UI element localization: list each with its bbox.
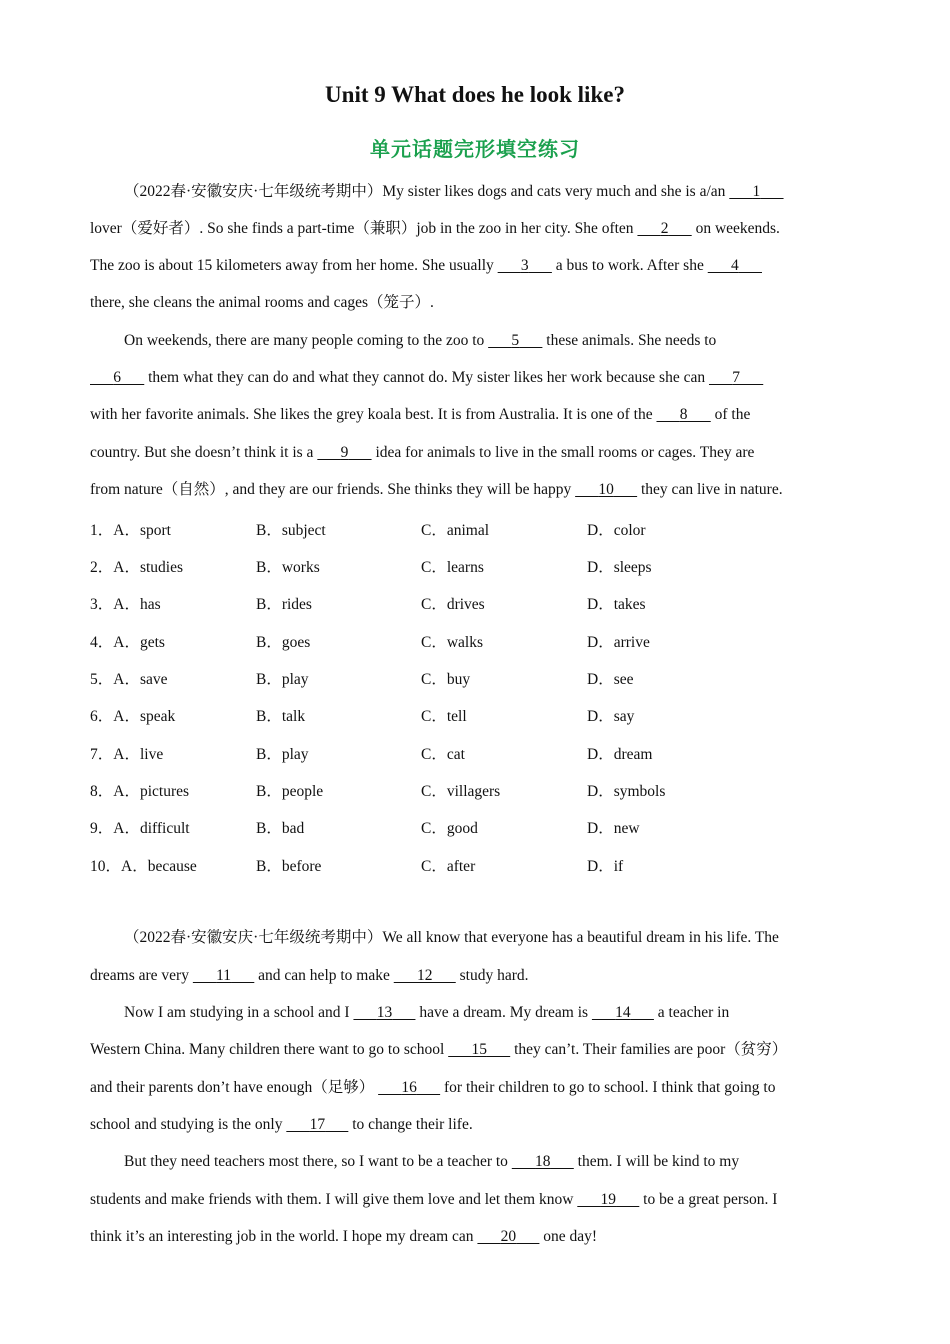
option-b: B．works	[256, 559, 320, 576]
option-c: C．villagers	[421, 783, 501, 800]
passage2-line: students and make friends with them. I will give them love and let them know 19 to be a great person. I	[90, 1191, 778, 1208]
passage1-line: there, she cleans the animal rooms and cages（笼子）.	[90, 294, 434, 311]
option-b: B．subject	[256, 522, 326, 539]
option-c: C．animal	[421, 522, 490, 539]
option-a: 9．A．difficult	[90, 820, 190, 837]
blank-2: 2	[660, 220, 669, 237]
passage2-line: think it’s an interesting job in the world. I hope my dream can 20 one day!	[90, 1228, 598, 1245]
option-d: D．new	[587, 820, 640, 837]
option-a: 1．A．sport	[90, 522, 171, 539]
option-d: D．see	[587, 671, 634, 688]
option-b: B．play	[256, 671, 309, 688]
blank-18: 18	[535, 1153, 551, 1170]
option-d: D．say	[587, 708, 635, 725]
passage2-line: But they need teachers most there, so I want to be a teacher to 18 them. I will be kind to my	[124, 1153, 740, 1170]
blank-15: 15	[471, 1041, 487, 1058]
passage1-line: The zoo is about 15 kilometers away from her home. She usually 3 a bus to work. After she 4	[90, 256, 762, 276]
passage2-line: Western China. Many children there want to go to school 15 they can’t. Their families are poor（贫穷）	[90, 1041, 788, 1058]
option-a: 7．A．live	[90, 746, 164, 763]
option-c: C．buy	[421, 671, 471, 688]
option-c: C．good	[421, 820, 478, 837]
blank-9: 9	[340, 444, 349, 461]
passage2-line: Now I am studying in a school and I 13 have a dream. My dream is 14 a teacher in	[124, 1004, 730, 1021]
option-b: B．bad	[256, 820, 305, 837]
passage1-line: 6 them what they can do and what they cannot do. My sister likes her work because she can 7	[90, 368, 763, 388]
option-c: C．walks	[421, 634, 484, 651]
passage1-line: from nature（自然）, and they are our friends. She thinks they will be happy 10 they can live in nature.	[90, 481, 783, 498]
option-d: D．color	[587, 522, 646, 539]
option-a: 2．A．studies	[90, 559, 184, 576]
option-d: D．if	[587, 858, 624, 875]
blank-16: 16	[401, 1079, 417, 1096]
passage1-line: On weekends, there are many people coming to the zoo to 5 these animals. She needs to	[124, 332, 717, 349]
blank-6: 6	[113, 369, 121, 386]
option-d: D．dream	[587, 746, 653, 763]
passage1-line: lover（爱好者）. So she finds a part-time（兼职）job in the zoo in her city. She often 2 on weekends.	[90, 220, 780, 237]
option-c: C．learns	[421, 559, 484, 576]
question-options-row	[90, 518, 890, 538]
option-c: C．tell	[421, 708, 467, 725]
option-b: B．people	[256, 783, 324, 800]
passage2-line: （2022春·安徽安庆·七年级统考期中）We all know that everyone has a beautiful dream in his life. The	[124, 929, 779, 946]
option-c: C．cat	[421, 746, 465, 763]
blank-3: 3	[520, 257, 529, 274]
question-options-row	[90, 592, 890, 612]
blank-14: 14	[615, 1004, 631, 1021]
option-a: 4．A．gets	[90, 634, 165, 651]
question-options-row	[90, 779, 890, 799]
option-d: D．symbols	[587, 783, 666, 800]
blank-19: 19	[600, 1191, 617, 1208]
blank-20: 20	[500, 1228, 517, 1245]
blank-7: 7	[732, 369, 740, 386]
option-a: 6．A．speak	[90, 708, 176, 725]
passage2-line: dreams are very 11 and can help to make 12 study hard.	[90, 967, 529, 984]
source-label: （2022春·安徽安庆·七年级统考期中）	[124, 929, 383, 946]
option-b: B．play	[256, 746, 309, 763]
question-options-row	[90, 704, 890, 724]
passage1-line: country. But she doesn’t think it is a 9 idea for animals to live in the small rooms or cages. They are	[90, 444, 755, 461]
passage2-line: and their parents don’t have enough（足够） 16 for their children to go to school. I think that going to	[90, 1079, 776, 1096]
blank-1: 1	[752, 183, 761, 200]
source-label: （2022春·安徽安庆·七年级统考期中）	[124, 183, 383, 200]
option-b: B．goes	[256, 634, 311, 651]
option-d: D．takes	[587, 596, 646, 613]
option-a: 3．A．has	[90, 596, 161, 613]
option-a: 5．A．save	[90, 671, 168, 688]
page-subtitle: 单元话题完形填空练习	[370, 137, 580, 161]
question-options-row	[90, 667, 890, 687]
blank-12: 12	[417, 967, 433, 984]
option-d: D．sleeps	[587, 559, 652, 576]
blank-13: 13	[376, 1004, 393, 1021]
blank-17: 17	[309, 1116, 326, 1133]
question-options-row	[90, 630, 890, 650]
blank-4: 4	[730, 257, 739, 274]
question-options-row	[90, 854, 890, 874]
blank-11: 11	[216, 967, 232, 984]
option-a: 8．A．pictures	[90, 783, 190, 800]
page-title: Unit 9 What does he look like?	[325, 82, 625, 107]
option-b: B．before	[256, 858, 322, 875]
option-a: 10．A．because	[90, 858, 197, 875]
passage1-line: with her favorite animals. She likes the grey koala best. It is from Australia. It is one of the 8 of the	[90, 406, 751, 423]
question-options-row	[90, 742, 890, 762]
blank-8: 8	[679, 406, 688, 423]
blank-10: 10	[598, 481, 614, 498]
question-options-row	[90, 816, 890, 836]
option-b: B．talk	[256, 708, 306, 725]
option-c: C．after	[421, 858, 476, 875]
option-c: C．drives	[421, 596, 485, 613]
passage1-line: （2022春·安徽安庆·七年级统考期中）My sister likes dogs and cats very much and she is a/an 1	[124, 182, 784, 202]
option-b: B．rides	[256, 596, 312, 613]
question-options-row	[90, 555, 890, 575]
blank-5: 5	[511, 332, 520, 349]
option-d: D．arrive	[587, 634, 650, 651]
passage2-line: school and studying is the only 17 to change their life.	[90, 1116, 473, 1133]
